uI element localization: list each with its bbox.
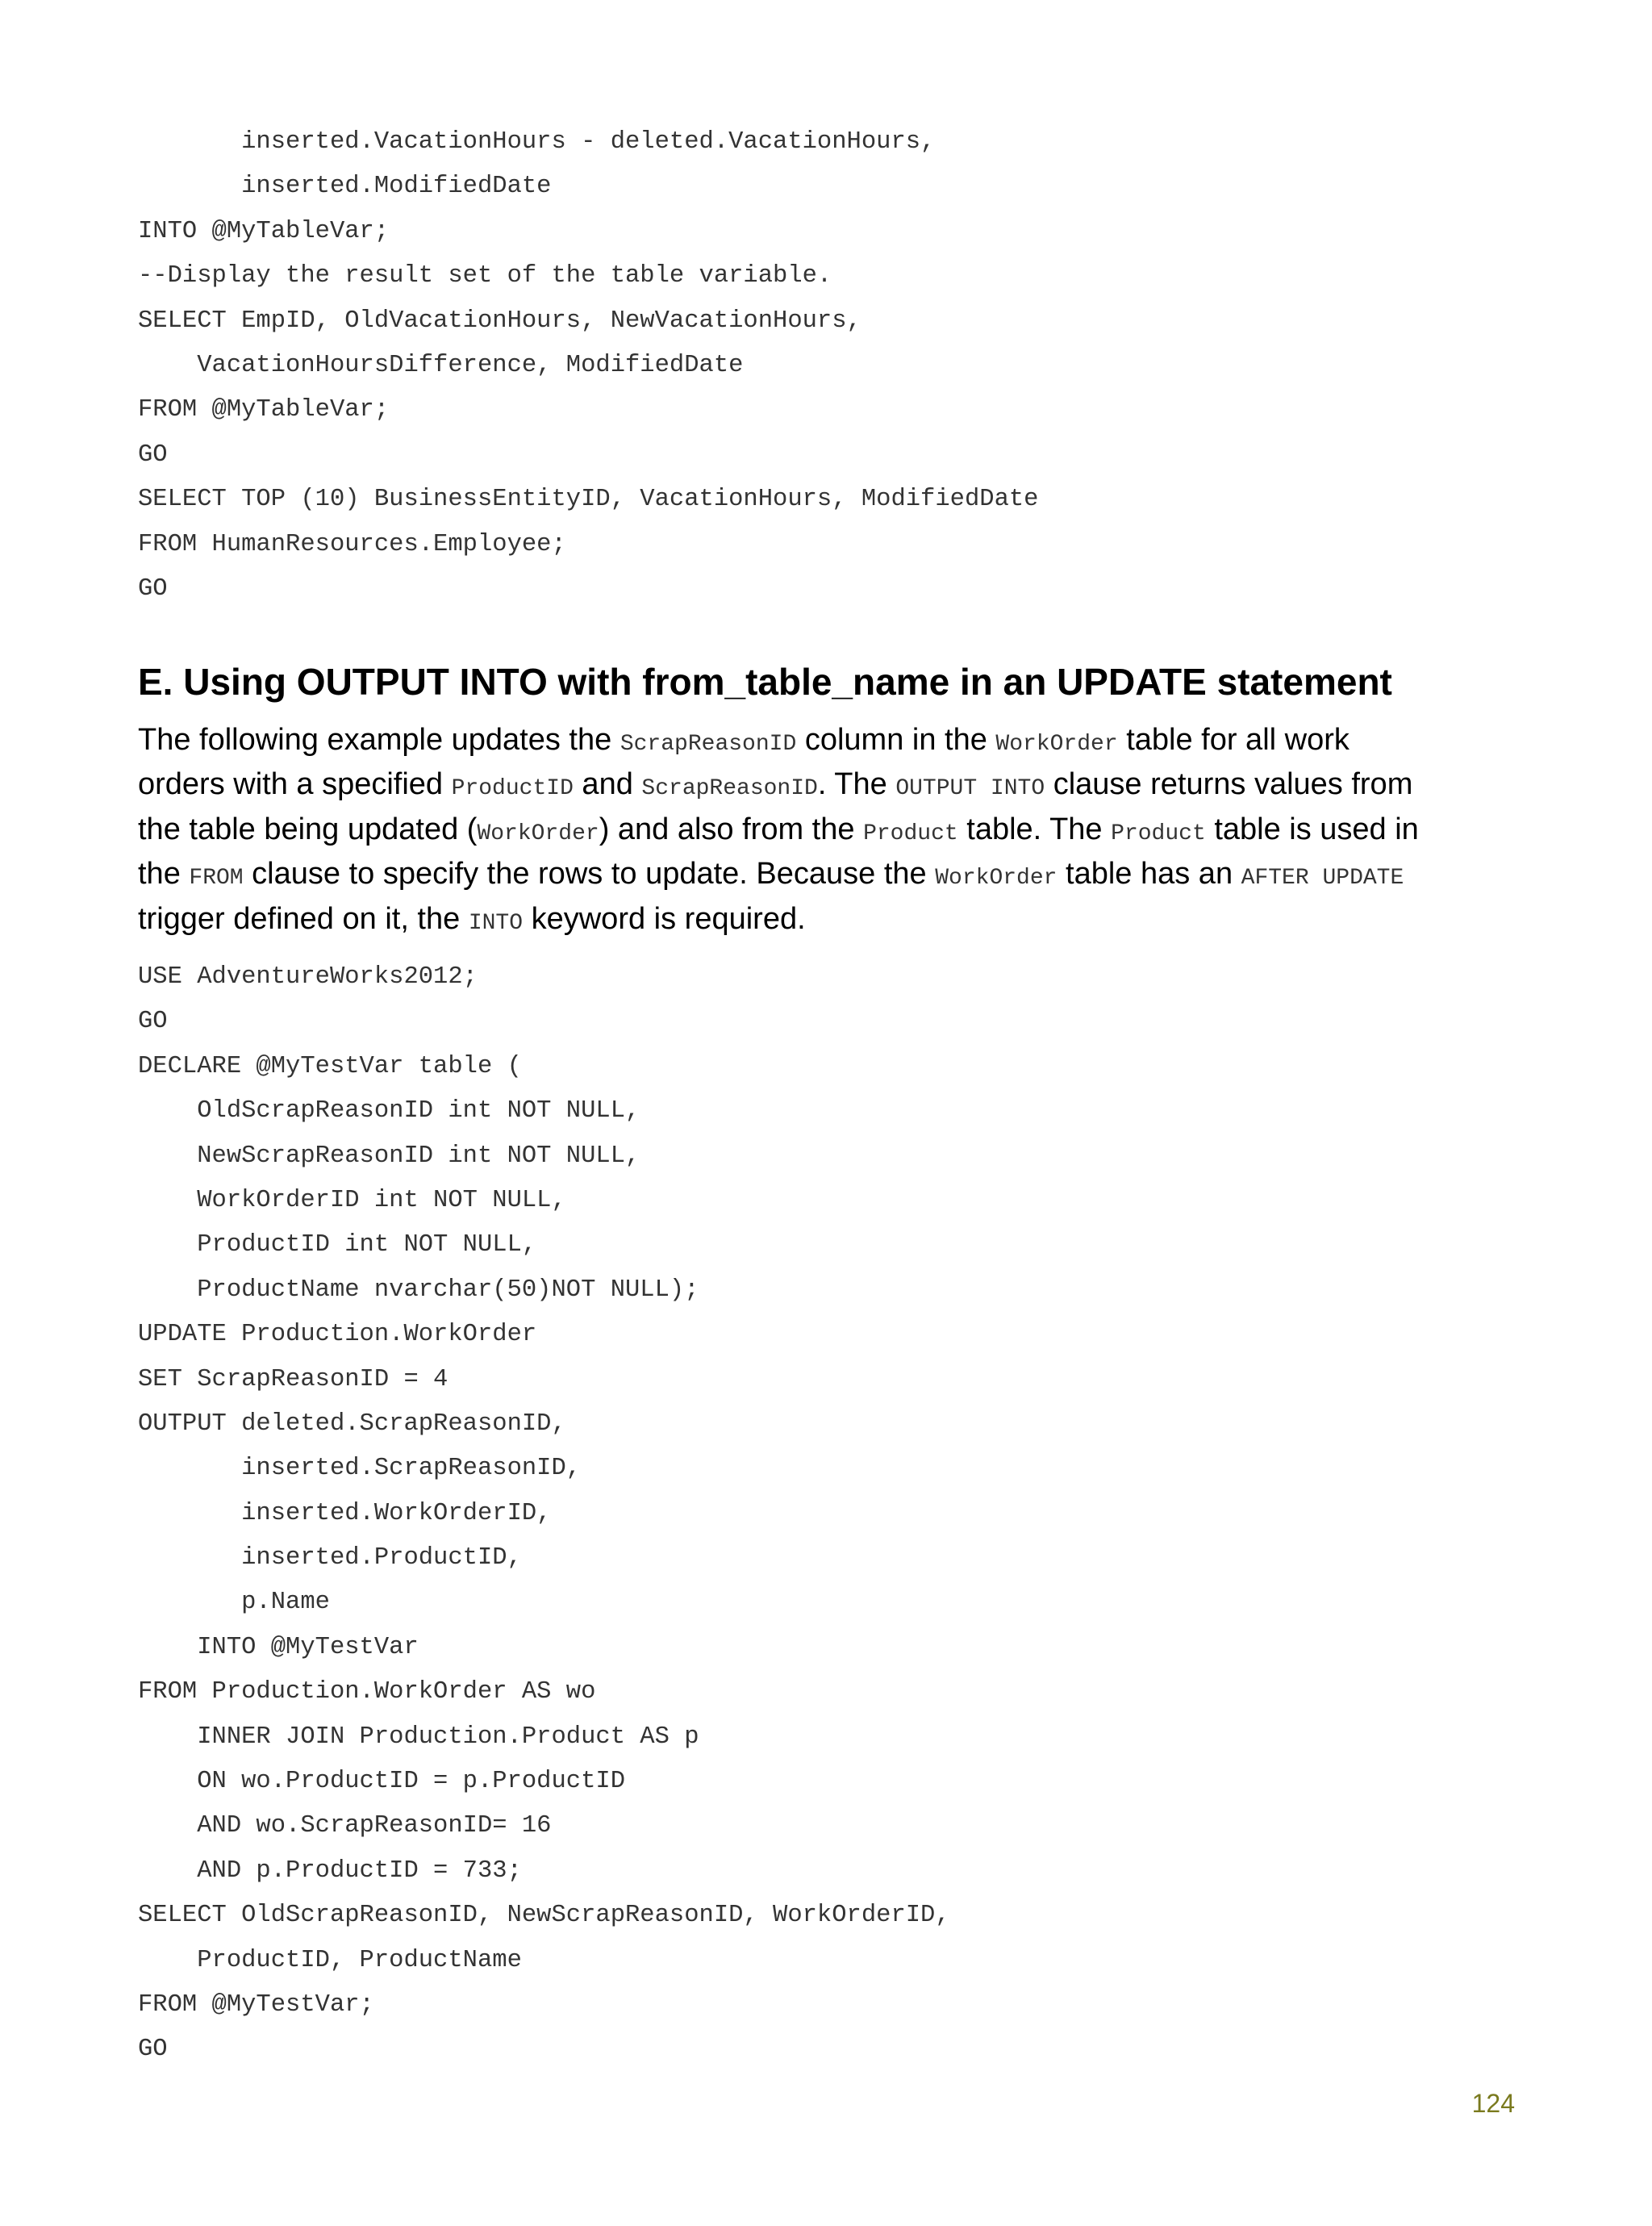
paragraph-text: table. The	[957, 812, 1112, 846]
paragraph-text: The following example updates the	[138, 723, 620, 757]
paragraph-line	[138, 718, 1525, 762]
paragraph-text: table has an	[1057, 857, 1241, 892]
paragraph-line	[138, 762, 1525, 807]
section-paragraph	[138, 718, 1525, 942]
code-line: INTO @MyTableVar;	[138, 217, 390, 245]
inline-code: ProductID	[451, 776, 574, 802]
code-line: UPDATE Production.WorkOrder	[138, 1321, 537, 1349]
code-line: ON wo.ProductID = p.ProductID	[138, 1768, 625, 1796]
paragraph-text: table for all work	[1117, 723, 1350, 757]
code-line: GO	[138, 574, 168, 603]
paragraph-text: clause to specify the rows to update. Because the	[243, 857, 936, 892]
code-line: OUTPUT deleted.ScrapReasonID,	[138, 1410, 566, 1438]
code-line: inserted.ScrapReasonID,	[138, 1455, 582, 1483]
code-line: FROM @MyTableVar;	[138, 396, 390, 424]
paragraph-text: and	[573, 767, 642, 802]
inline-code: WorkOrder	[477, 821, 599, 846]
code-line: ProductID int NOT NULL,	[138, 1231, 537, 1259]
code-line: inserted.WorkOrderID,	[138, 1499, 552, 1527]
code-line: GO	[138, 2036, 168, 2064]
code-line: inserted.ProductID,	[138, 1544, 522, 1572]
code-line: AND wo.ScrapReasonID= 16	[138, 1812, 552, 1840]
code-line: ProductID, ProductName	[138, 1946, 522, 1974]
code-line: INTO @MyTestVar	[138, 1633, 419, 1661]
code-line: VacationHoursDifference, ModifiedDate	[138, 351, 744, 379]
inline-code: ScrapReasonID	[620, 732, 797, 757]
paragraph-line	[138, 852, 1525, 896]
inline-code: Product	[1111, 821, 1206, 846]
code-line: INNER JOIN Production.Product AS p	[138, 1723, 699, 1751]
code-line: SELECT OldScrapReasonID, NewScrapReasonID, WorkOrderID,	[138, 1902, 950, 1930]
code-line: --Display the result set of the table variable.	[138, 262, 832, 290]
code-line: NewScrapReasonID int NOT NULL,	[138, 1142, 640, 1170]
inline-code: FROM	[189, 866, 244, 892]
code-line: inserted.ModifiedDate	[138, 173, 552, 201]
code-block-top	[138, 120, 1038, 612]
code-line: FROM HumanResources.Employee;	[138, 530, 566, 558]
paragraph-text: clause returns values from	[1045, 767, 1413, 802]
inline-code: WorkOrder	[935, 866, 1058, 892]
paragraph-text: column in the	[796, 723, 996, 757]
inline-code: OUTPUT INTO	[895, 776, 1045, 802]
code-line: GO	[138, 441, 168, 469]
section-heading: E. Using OUTPUT INTO with from_table_name in an UPDATE statement	[138, 661, 1392, 703]
code-line: SELECT TOP (10) BusinessEntityID, VacationHours, ModifiedDate	[138, 486, 1039, 514]
code-line: OldScrapReasonID int NOT NULL,	[138, 1097, 640, 1126]
code-line: FROM @MyTestVar;	[138, 1990, 374, 2019]
paragraph-line	[138, 808, 1525, 852]
code-line: inserted.VacationHours - deleted.VacationHours,	[138, 128, 936, 156]
code-line: USE AdventureWorks2012;	[138, 963, 478, 991]
paragraph-text: trigger defined on it, the	[138, 901, 469, 936]
inline-code: AFTER UPDATE	[1241, 866, 1404, 892]
paragraph-text: orders with a specified	[138, 767, 452, 802]
paragraph-text: table is used in	[1205, 812, 1419, 846]
code-line: ProductName nvarchar(50)NOT NULL);	[138, 1276, 699, 1304]
code-block-bottom	[138, 955, 950, 2073]
code-line: WorkOrderID int NOT NULL,	[138, 1186, 566, 1214]
code-line: FROM Production.WorkOrder AS wo	[138, 1678, 596, 1706]
paragraph-text: keyword is required.	[523, 901, 806, 936]
code-line: GO	[138, 1008, 168, 1036]
paragraph-text: the table being updated (	[138, 812, 478, 846]
page-number: 124	[1471, 2089, 1515, 2118]
code-line: SET ScrapReasonID = 4	[138, 1365, 448, 1393]
code-line: p.Name	[138, 1589, 330, 1617]
code-line: AND p.ProductID = 733;	[138, 1856, 522, 1885]
paragraph-text: the	[138, 857, 190, 892]
code-line: DECLARE @MyTestVar table (	[138, 1052, 522, 1080]
inline-code: WorkOrder	[995, 732, 1118, 757]
inline-code: INTO	[468, 910, 524, 936]
paragraph-text: ) and also from the	[599, 812, 864, 846]
paragraph-line	[138, 897, 1525, 942]
inline-code: Product	[863, 821, 958, 846]
code-line: SELECT EmpID, OldVacationHours, NewVacationHours,	[138, 307, 861, 335]
inline-code: ScrapReasonID	[641, 776, 818, 802]
paragraph-text: . The	[817, 767, 896, 802]
